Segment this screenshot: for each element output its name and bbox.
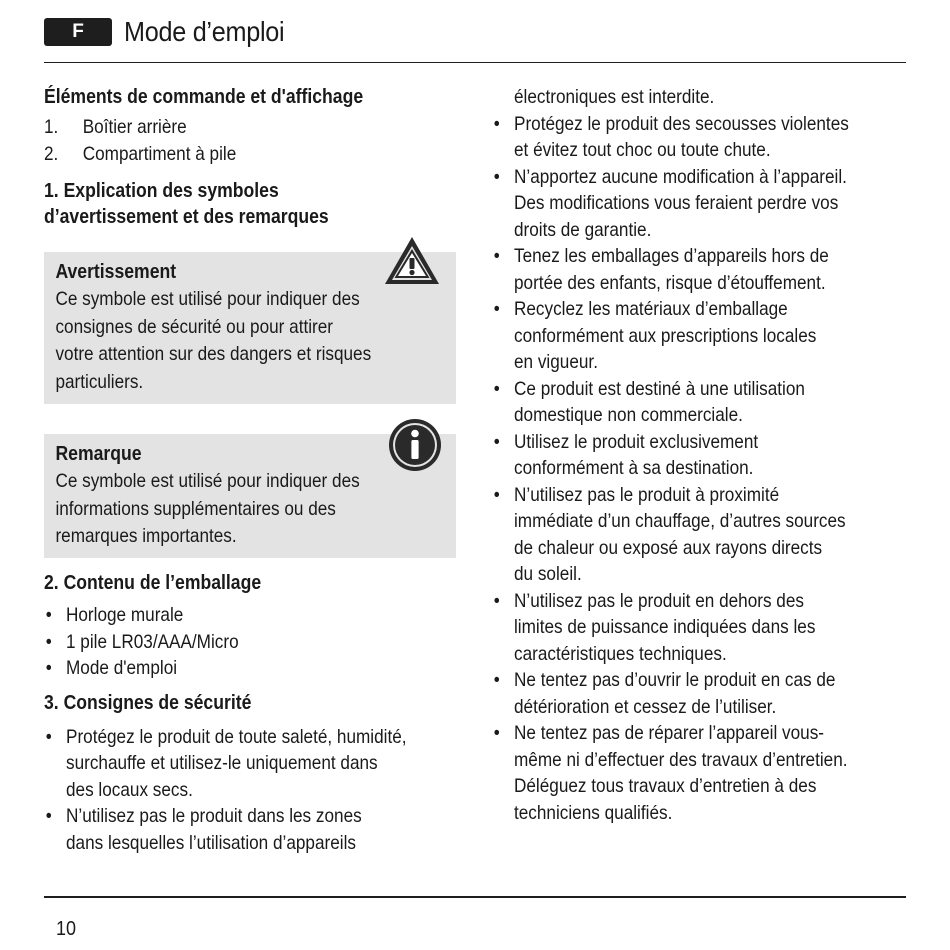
language-badge: F <box>44 18 112 46</box>
list-item: • N’utilisez pas le produit dans les zones dans lesquelles l’utilisation d’appareils <box>45 805 362 854</box>
list-item: • 1 pile LR03/AAA/Micro <box>45 630 239 653</box>
section3-heading: 3. Consignes de sécurité <box>44 691 252 714</box>
header-divider <box>44 62 906 63</box>
section1-heading: 1. Explication des symboles d’avertissement et des remarques <box>44 180 329 228</box>
list-item: • Ne tentez pas d’ouvrir le produit en cas de détérioration et cessez de l’utiliser. <box>493 669 836 718</box>
safety-list-left <box>44 724 465 857</box>
list-item: • Protégez le produit de toute saleté, humidité, surchauffe et utilisez-le uniquement dans des locaux secs. <box>45 725 407 801</box>
list-item: • N’apportez aucune modification à l’appareil. Des modifications vous feraient perdre vos droits de garantie. <box>493 165 847 241</box>
page-number: 10 <box>56 918 77 940</box>
page-title: Mode d’emploi <box>124 16 285 47</box>
info-circle-icon <box>388 418 442 472</box>
list-item: • Utilisez le produit exclusivement conformément à sa destination. <box>493 430 759 479</box>
list-item: • Recyclez les matériaux d’emballage conformément aux prescriptions locales en vigueur. <box>493 298 817 373</box>
page-header <box>44 14 906 50</box>
continuation-text: électroniques est interdite. <box>514 86 715 108</box>
left-column <box>44 84 464 230</box>
list-item: 1. Boîtier arrière <box>44 116 187 138</box>
list-item: • N’utilisez pas le produit en dehors des limites de puissance indiquées dans les caractéristiques techniques. <box>493 589 816 665</box>
warning-text: Ce symbole est utilisé pour indiquer des consignes de sécurité ou pour attirer votre attention sur des dangers et risques particuliers. <box>55 288 372 393</box>
list-item: • Tenez les emballages d’appareils hors de portée des enfants, risque d’étouffement. <box>493 245 829 294</box>
safety-list-right <box>492 111 913 827</box>
remark-text: Ce symbole est utilisé pour indiquer des informations supplémentaires ou des remarques importantes. <box>55 470 360 547</box>
list-item: 2. Compartiment à pile <box>44 143 237 165</box>
remark-title: Remarque <box>55 443 142 465</box>
list-item: • Mode d'emploi <box>45 657 178 679</box>
controls-list <box>44 114 465 168</box>
footer-divider <box>44 896 906 898</box>
list-item: • Ce produit est destiné à une utilisation domestique non commerciale. <box>493 377 805 426</box>
warning-triangle-icon <box>382 234 442 288</box>
list-item: • Ne tentez pas de réparer l’appareil vous- même ni d’effectuer des travaux d’entretien. Déléguez tous travaux d’entretien à des techniciens qualifiés. <box>493 722 848 824</box>
left-column-lower <box>44 570 464 856</box>
list-item: • N’utilisez pas le produit à proximité immédiate d’un chauffage, d’autres sources de chaleur ou exposé aux rayons directs du soleil. <box>493 483 846 585</box>
right-column <box>492 84 912 826</box>
warning-title: Avertissement <box>55 261 177 283</box>
controls-heading: Éléments de commande et d'affichage <box>44 86 364 108</box>
package-list <box>44 602 465 682</box>
section2-heading: 2. Contenu de l’emballage <box>44 572 262 594</box>
list-item: • Protégez le produit des secousses violentes et évitez tout choc ou toute chute. <box>493 112 849 161</box>
list-item: • Horloge murale <box>45 604 184 626</box>
